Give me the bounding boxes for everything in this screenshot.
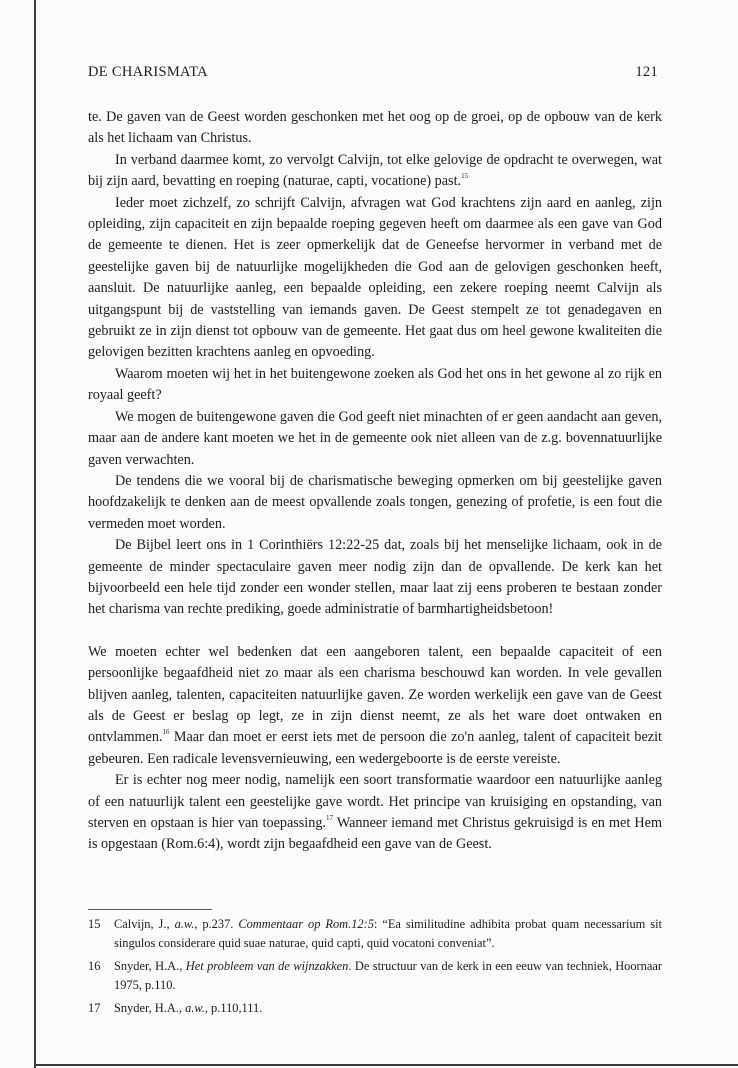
paragraph-8-text-b: Maar dan moet er eerst iets met de persoon die zo'n aanleg, talent of capaciteit bezit gebeuren. Een radicale levensvernieuwing, een wedergeboorte is de eerste vereiste. [88, 729, 662, 767]
footnote-17 [88, 999, 662, 1018]
running-title: DE CHARISMATA [88, 64, 208, 80]
body-text [88, 107, 662, 856]
footnote-author: Snyder, H.A., [114, 1001, 186, 1015]
footnote-page: , p.237. [194, 917, 239, 931]
paragraph-6: De tendens die we vooral bij de charismatische beweging opmerken om bij geestelijke gaven hoofdzakelijk te denken aan de meest opvallende zoals tongen, genezing of profetie, is een fout die vermeden moet worden. [88, 472, 662, 532]
footnote-text [114, 915, 662, 953]
footnote-rest: . De structuur van de kerk in een eeuw van techniek, Hoornaar 1975, p.110. [114, 959, 663, 992]
footnote-ref-abbrev: a.w. [174, 917, 195, 931]
footnote-number: 17 [88, 1001, 101, 1015]
footnote-number: 15 [88, 917, 101, 931]
footnote-work-title: Commentaar op Rom.12:5 [238, 917, 374, 931]
page-bottom-edge [34, 1064, 738, 1066]
paragraph-4: Waarom moeten wij het in het buitengewone zoeken als God het ons in het gewone al zo rijk en royaal geeft? [88, 365, 662, 404]
footnote-author: Snyder, H.A., [114, 959, 186, 973]
footnote-15 [88, 915, 662, 953]
paragraph-5: We mogen de buitengewone gaven die God geeft niet minachten of er geen aandacht aan geven, maar aan de andere kant moeten we het in de gemeente ook niet alleen van de z.g. bovennatuurlijke gaven verwachten. [88, 408, 662, 468]
footnote-16 [88, 957, 662, 995]
page-binding-edge [34, 0, 36, 1068]
footnote-ref-17: 17 [325, 814, 333, 822]
paragraph-9-text-b: Wanneer iemand met Christus gekruisigd is en met Hem is opgestaan (Rom.6:4), wordt zijn begaafdheid een gave van de Geest. [88, 815, 662, 853]
footnote-number: 16 [88, 959, 101, 973]
paragraph-9 [88, 770, 662, 856]
footnote-ref-15: 15 [461, 172, 469, 181]
paragraph-9-text-a: Er is echter nog meer nodig, namelijk een soort transformatie waardoor een natuurlijke aanleg of een natuurlijk talent een geestelijke gave wordt. Het principe van kruisiging en opstanding, van sterven en opstaan is hier van toepassing. [88, 772, 662, 831]
paragraph-7: De Bijbel leert ons in 1 Corinthiërs 12:22-25 dat, zoals bij het menselijke lichaam, ook in de gemeente de minder spectaculaire gaven meer nodig zijn dan de opvallende. De kerk kan het bijvoorbeeld een hele tijd zonder een wonder stellen, maar laat zij eens proberen te bestaan zonder het charisma van rechte prediking, goede administratie of barmhartigheidsbetoon! [88, 537, 662, 618]
page-number: 121 [635, 64, 658, 80]
footnotes [88, 915, 662, 1022]
footnote-work-title: Het probleem van de wijnzakken [185, 959, 349, 973]
footnote-rest: : “Ea similitudine adhibita probat quam necessarium sit singulos considerare quid suae naturae, quid capti, quid vocatoni conveniat”. [114, 917, 662, 950]
paragraph-2 [88, 150, 662, 193]
paragraph-8-text-a: We moeten echter wel bedenken dat een aangeboren talent, een bepaalde capaciteit of een persoonlijke begaafdheid niet zo maar als een charisma beschouwd kan worden. In vele gevallen blijven aanleg, talenten, capaciteiten natuurlijke gaven. Ze worden werkelijk een gave van de Geest als de Geest er beslag op legt, ze in zijn dienst neemt, ze als het ware doet ontwaken en ontvlammen. [88, 643, 662, 746]
footnote-text [114, 999, 662, 1018]
footnote-rest: , p.110,111. [204, 1001, 263, 1015]
paragraph-2-text: In verband daarmee komt, zo vervolgt Calvijn, tot elke gelovige de opdracht te overwegen, wat bij zijn aard, bevatting en roeping (naturae, capti, vocatione) past. [88, 151, 662, 190]
footnote-author: Calvijn, J., [114, 917, 175, 931]
footnote-ref-16: 16 [162, 728, 170, 737]
paragraph-1: te. De gaven van de Geest worden geschonken met het oog op de groei, op de opbouw van de kerk als het lichaam van Christus. [88, 109, 662, 147]
paragraph-8 [88, 642, 662, 770]
footnote-text [114, 957, 662, 995]
footnote-divider [88, 909, 212, 910]
paragraph-3: Ieder moet zichzelf, zo schrijft Calvijn, afvragen wat God krachtens zijn aard en aanleg, zijn opleiding, zijn capaciteit en zijn bepaalde roeping gegeven heeft om daarmee als een gave van God de gemeente te dienen. Het is zeer opmerkelijk dat de Geneefse hervormer in verband met de geestelijke gaven bij de natuurlijke mogelijkheden die God aan de gelovigen geschonken heeft, aansluit. De natuurlijke aanleg, een bepaalde opleiding, een zekere roeping neemt Calvijn als uitgangspunt bij de vaststelling van iemands gaven. De Geest stempelt ze tot genadegaven en gebruikt ze in zijn dienst tot opbouw van de gemeente. Het gaat dus om heel gewone kwaliteiten die gelovigen bezitten krachtens aanleg en opvoeding. [88, 194, 662, 361]
footnote-ref-abbrev: a.w. [185, 1001, 205, 1015]
